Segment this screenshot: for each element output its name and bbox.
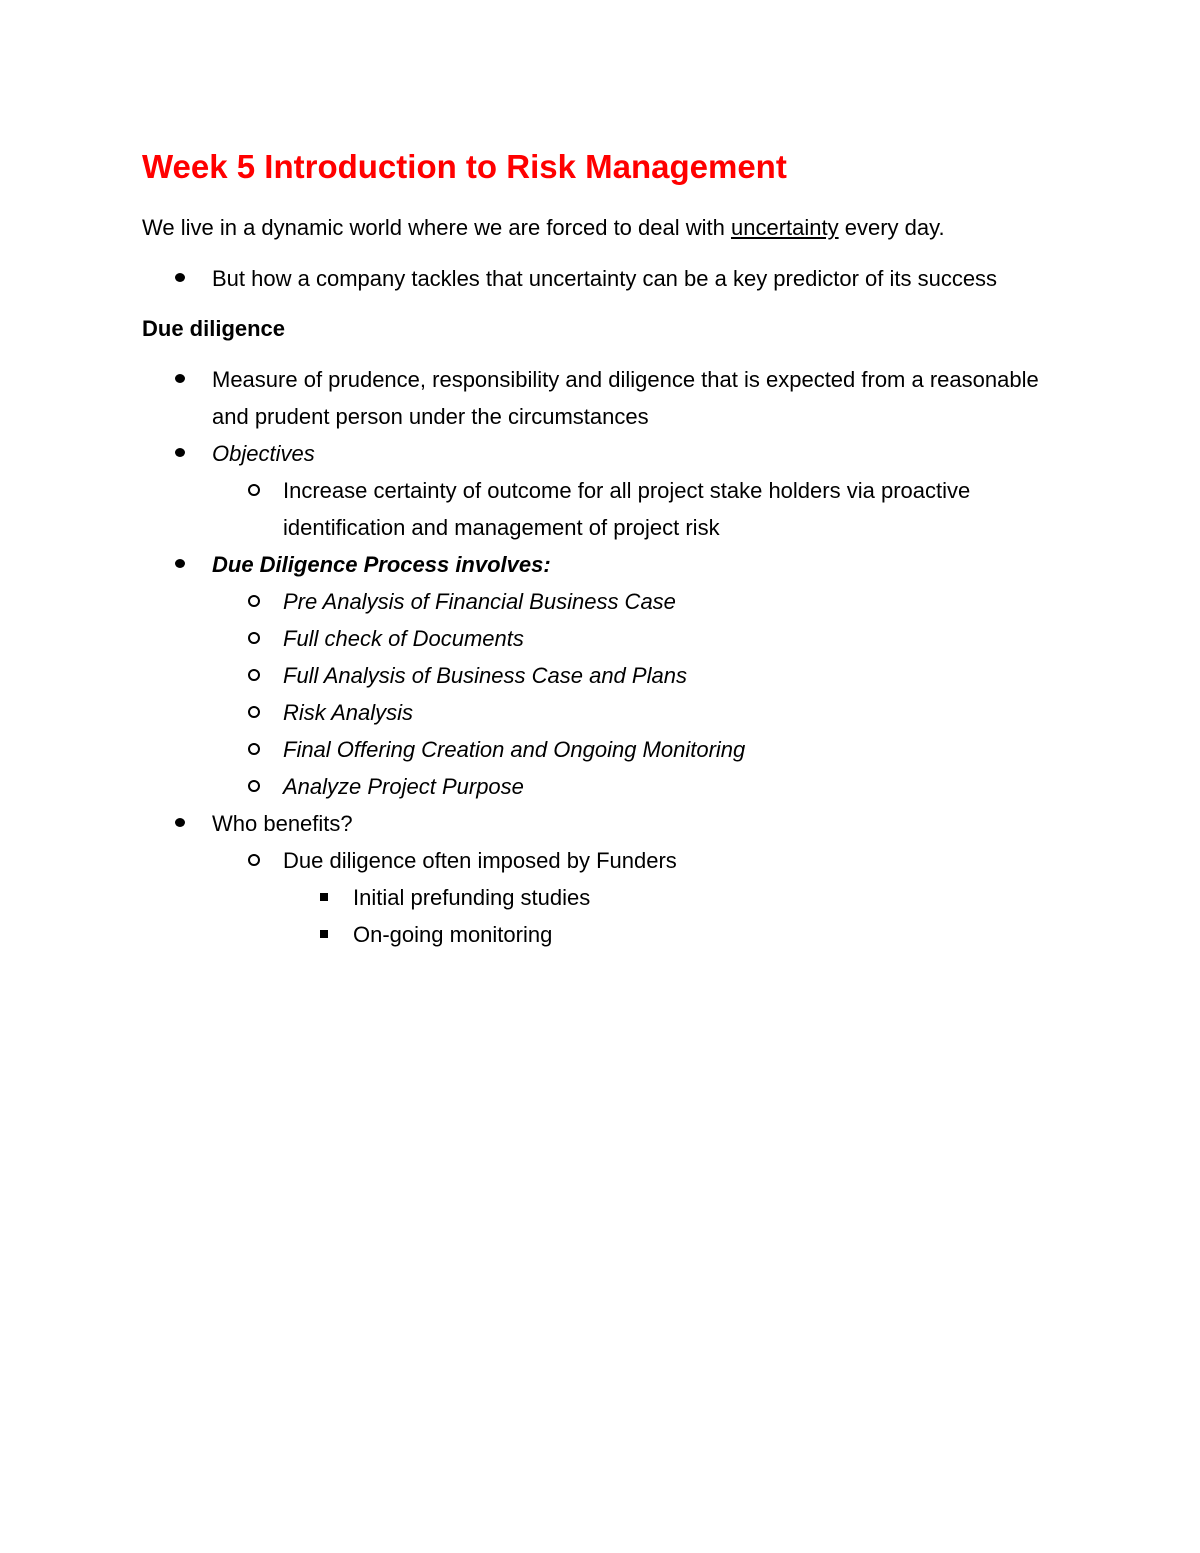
list-item-definition	[142, 361, 1042, 435]
sub-sublist-item-text: Initial prefunding studies	[353, 885, 591, 910]
circle-bullet-icon	[248, 706, 260, 718]
sublist-item-text: Due diligence often imposed by Funders	[283, 848, 677, 873]
circle-bullet-icon	[248, 780, 260, 792]
sublist-item	[212, 583, 1042, 620]
sublist-item	[212, 620, 1042, 657]
list-item-text: But how a company tackles that uncertainty can be a key predictor of its success	[212, 266, 998, 291]
sublist-item-text: Full check of Documents	[283, 626, 524, 651]
objectives-sublist	[212, 472, 1042, 546]
sublist-item-text: Analyze Project Purpose	[283, 774, 524, 799]
intro-bullet-list	[142, 260, 1042, 297]
document-title: Week 5 Introduction to Risk Management	[142, 148, 787, 185]
bullet-icon	[175, 374, 185, 383]
sub-sublist-item	[283, 879, 1042, 916]
bullet-icon	[175, 559, 185, 568]
list-item-text: Measure of prudence, responsibility and diligence that is expected from a reasonable and prudent person under the circumstances	[212, 367, 1039, 429]
circle-bullet-icon	[248, 669, 260, 681]
objectives-label: Objectives	[212, 441, 315, 466]
due-diligence-list	[142, 361, 1042, 953]
process-label: Due Diligence Process involves:	[212, 552, 551, 577]
bullet-icon	[175, 818, 185, 827]
list-item-benefits	[142, 805, 1042, 953]
process-sublist	[212, 583, 1042, 805]
intro-text-after: every day.	[838, 215, 945, 240]
list-item-process	[142, 546, 1042, 805]
sublist-item	[212, 694, 1042, 731]
sublist-item-text: Final Offering Creation and Ongoing Monitoring	[283, 737, 746, 762]
intro-paragraph	[142, 210, 1027, 246]
intro-underlined-term: uncertainty	[730, 215, 839, 240]
sublist-item	[212, 768, 1042, 805]
section-heading-due-diligence: Due diligence	[142, 316, 286, 341]
document-page	[142, 140, 1042, 953]
sublist-item	[212, 472, 1042, 546]
sublist-item	[212, 731, 1042, 768]
sublist-item-text: Risk Analysis	[283, 700, 413, 725]
list-item	[142, 260, 1042, 297]
sublist-item-text: Full Analysis of Business Case and Plans	[283, 663, 687, 688]
square-bullet-icon	[320, 893, 328, 901]
square-bullet-icon	[320, 930, 328, 938]
bullet-icon	[175, 273, 185, 282]
funders-sublist	[283, 879, 1042, 953]
circle-bullet-icon	[248, 854, 260, 866]
sub-sublist-item-text: On-going monitoring	[353, 922, 553, 947]
sublist-item	[212, 657, 1042, 694]
bullet-icon	[175, 448, 185, 457]
intro-text-before: We live in a dynamic world where we are forced to deal with	[142, 215, 731, 240]
sublist-item	[212, 842, 1042, 953]
sublist-item-text: Pre Analysis of Financial Business Case	[283, 589, 676, 614]
circle-bullet-icon	[248, 484, 260, 496]
circle-bullet-icon	[248, 595, 260, 607]
sublist-item-text: Increase certainty of outcome for all project stake holders via proactive identification and management of project risk	[283, 478, 971, 540]
sub-sublist-item	[283, 916, 1042, 953]
benefits-sublist	[212, 842, 1042, 953]
list-item-objectives	[142, 435, 1042, 546]
circle-bullet-icon	[248, 743, 260, 755]
benefits-label: Who benefits?	[212, 811, 353, 836]
circle-bullet-icon	[248, 632, 260, 644]
